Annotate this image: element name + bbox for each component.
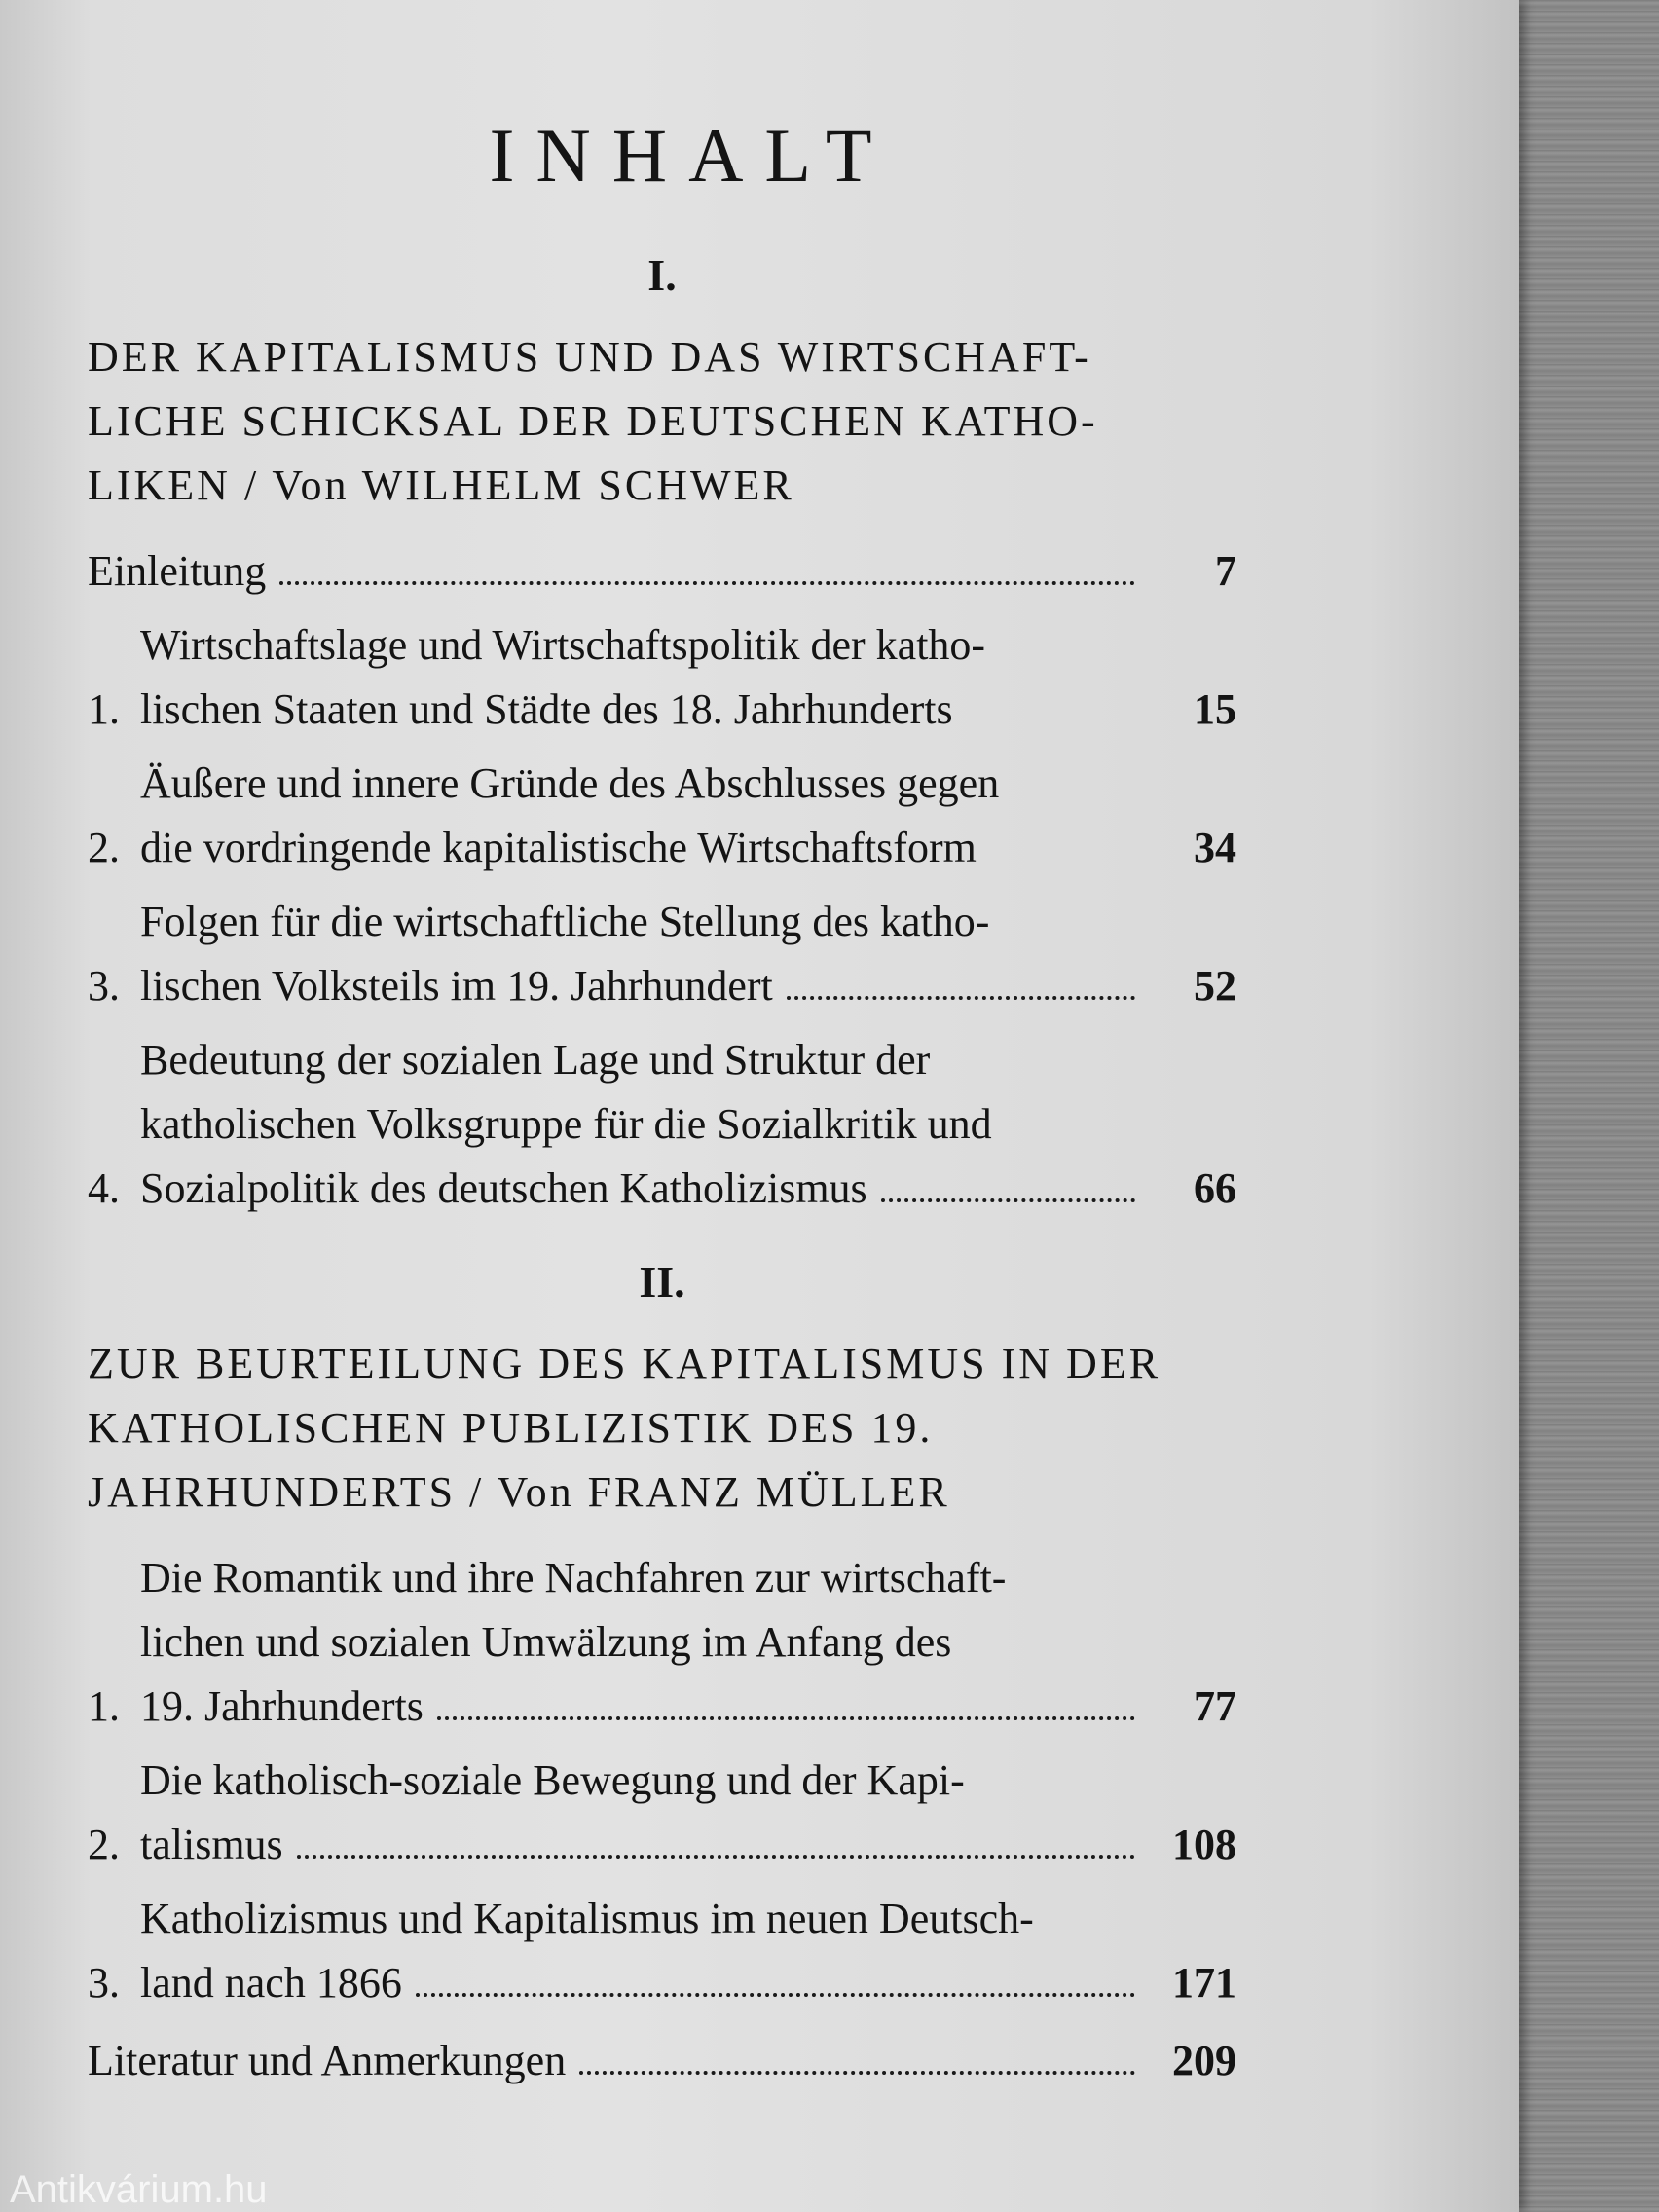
entry-number: 3. (88, 962, 120, 1010)
toc-entry-text: Einleitung (88, 547, 267, 595)
page-number: 34 (1194, 824, 1236, 871)
entry-number: 4. (88, 1164, 120, 1212)
leader-dots (297, 1855, 1135, 1859)
part-numeral: II. (639, 1257, 685, 1307)
entry-number: 2. (88, 824, 120, 871)
leader-dots (416, 1993, 1135, 1997)
part-numeral: I. (647, 250, 677, 300)
leader-dots (579, 2071, 1135, 2075)
part-heading: DER KAPITALISMUS UND DAS WIRTSCHAFT-LICHE SCHICKSAL DER DEUTSCHEN KATHO-LIKEN / Von WILHELM SCHWER (88, 333, 1098, 509)
toc-entry (88, 890, 1236, 1018)
toc-entry-text: die vordringende kapitalistische Wirtschaftsform (140, 824, 977, 871)
part-heading: ZUR BEURTEILUNG DES KAPITALISMUS IN DER KATHOLISCHEN PUBLIZISTIK DES 19. JAHRHUNDERTS / Von FRANZ MÜLLER (88, 1340, 1161, 1516)
entry-number: 2. (88, 1821, 120, 1868)
watermark: Antikvárium.hu (10, 2168, 268, 2211)
entry-number: 1. (88, 685, 120, 733)
page-number: 52 (1194, 962, 1236, 1010)
toc-entry (88, 1887, 1236, 2015)
toc-entry-text: Bedeutung der sozialen Lage und Struktur der (140, 1036, 931, 1084)
toc-entry-text: katholischen Volksgruppe für die Sozialkritik und (140, 1100, 992, 1148)
toc-entry (88, 539, 1236, 604)
toc-entry-text: 19. Jahrhunderts (140, 1682, 424, 1730)
toc-entry-text: talismus (140, 1821, 283, 1868)
toc-entry-text: lichen und sozialen Umwälzung im Anfang des (140, 1618, 952, 1666)
toc-entry-text: Die katholisch-soziale Bewegung und der Kapi- (140, 1756, 965, 1804)
leader-dots (881, 1198, 1135, 1202)
page-number: 15 (1194, 685, 1236, 733)
part-one (88, 243, 1236, 1221)
page-title: INHALT (489, 113, 894, 198)
entry-number: 3. (88, 1959, 120, 2007)
toc-entry-text: Äußere und innere Gründe des Abschlusses gegen (140, 759, 1000, 807)
toc-entry (88, 752, 1236, 880)
toc-entry-text: Wirtschaftslage und Wirtschaftspolitik der katho- (140, 621, 986, 669)
toc-entry (88, 1028, 1236, 1221)
page-number: 209 (1172, 2037, 1236, 2084)
toc-entry (88, 613, 1236, 742)
page-number: 7 (1215, 547, 1236, 595)
toc-entry-text: Katholizismus und Kapitalismus im neuen Deutsch- (140, 1895, 1034, 1942)
page-number: 66 (1194, 1164, 1236, 1212)
leader-dots (279, 581, 1135, 585)
toc-entry-text: lischen Volksteils im 19. Jahrhundert (140, 962, 773, 1010)
table-of-contents (88, 107, 1236, 2103)
toc-entry-text: Folgen für die wirtschaftliche Stellung des katho- (140, 898, 990, 945)
page-number: 171 (1172, 1959, 1236, 2007)
leader-dots (787, 996, 1135, 1000)
toc-entry-text: Die Romantik und ihre Nachfahren zur wirtschaft- (140, 1554, 1007, 1602)
toc-entry-text: land nach 1866 (140, 1959, 402, 2007)
toc-entry-text: Sozialpolitik des deutschen Katholizismus (140, 1164, 867, 1212)
toc-entry-closing (88, 2029, 1236, 2093)
toc-entry (88, 1546, 1236, 1739)
entry-number: 1. (88, 1682, 120, 1730)
part-two (88, 1250, 1236, 2093)
page-number: 108 (1172, 1821, 1236, 1868)
toc-entry-text: lischen Staaten und Städte des 18. Jahrhunderts (140, 685, 953, 733)
toc-entry (88, 1749, 1236, 1877)
toc-entry-text: Literatur und Anmerkungen (88, 2037, 567, 2084)
page-number: 77 (1194, 1682, 1236, 1730)
leader-dots (437, 1716, 1135, 1720)
